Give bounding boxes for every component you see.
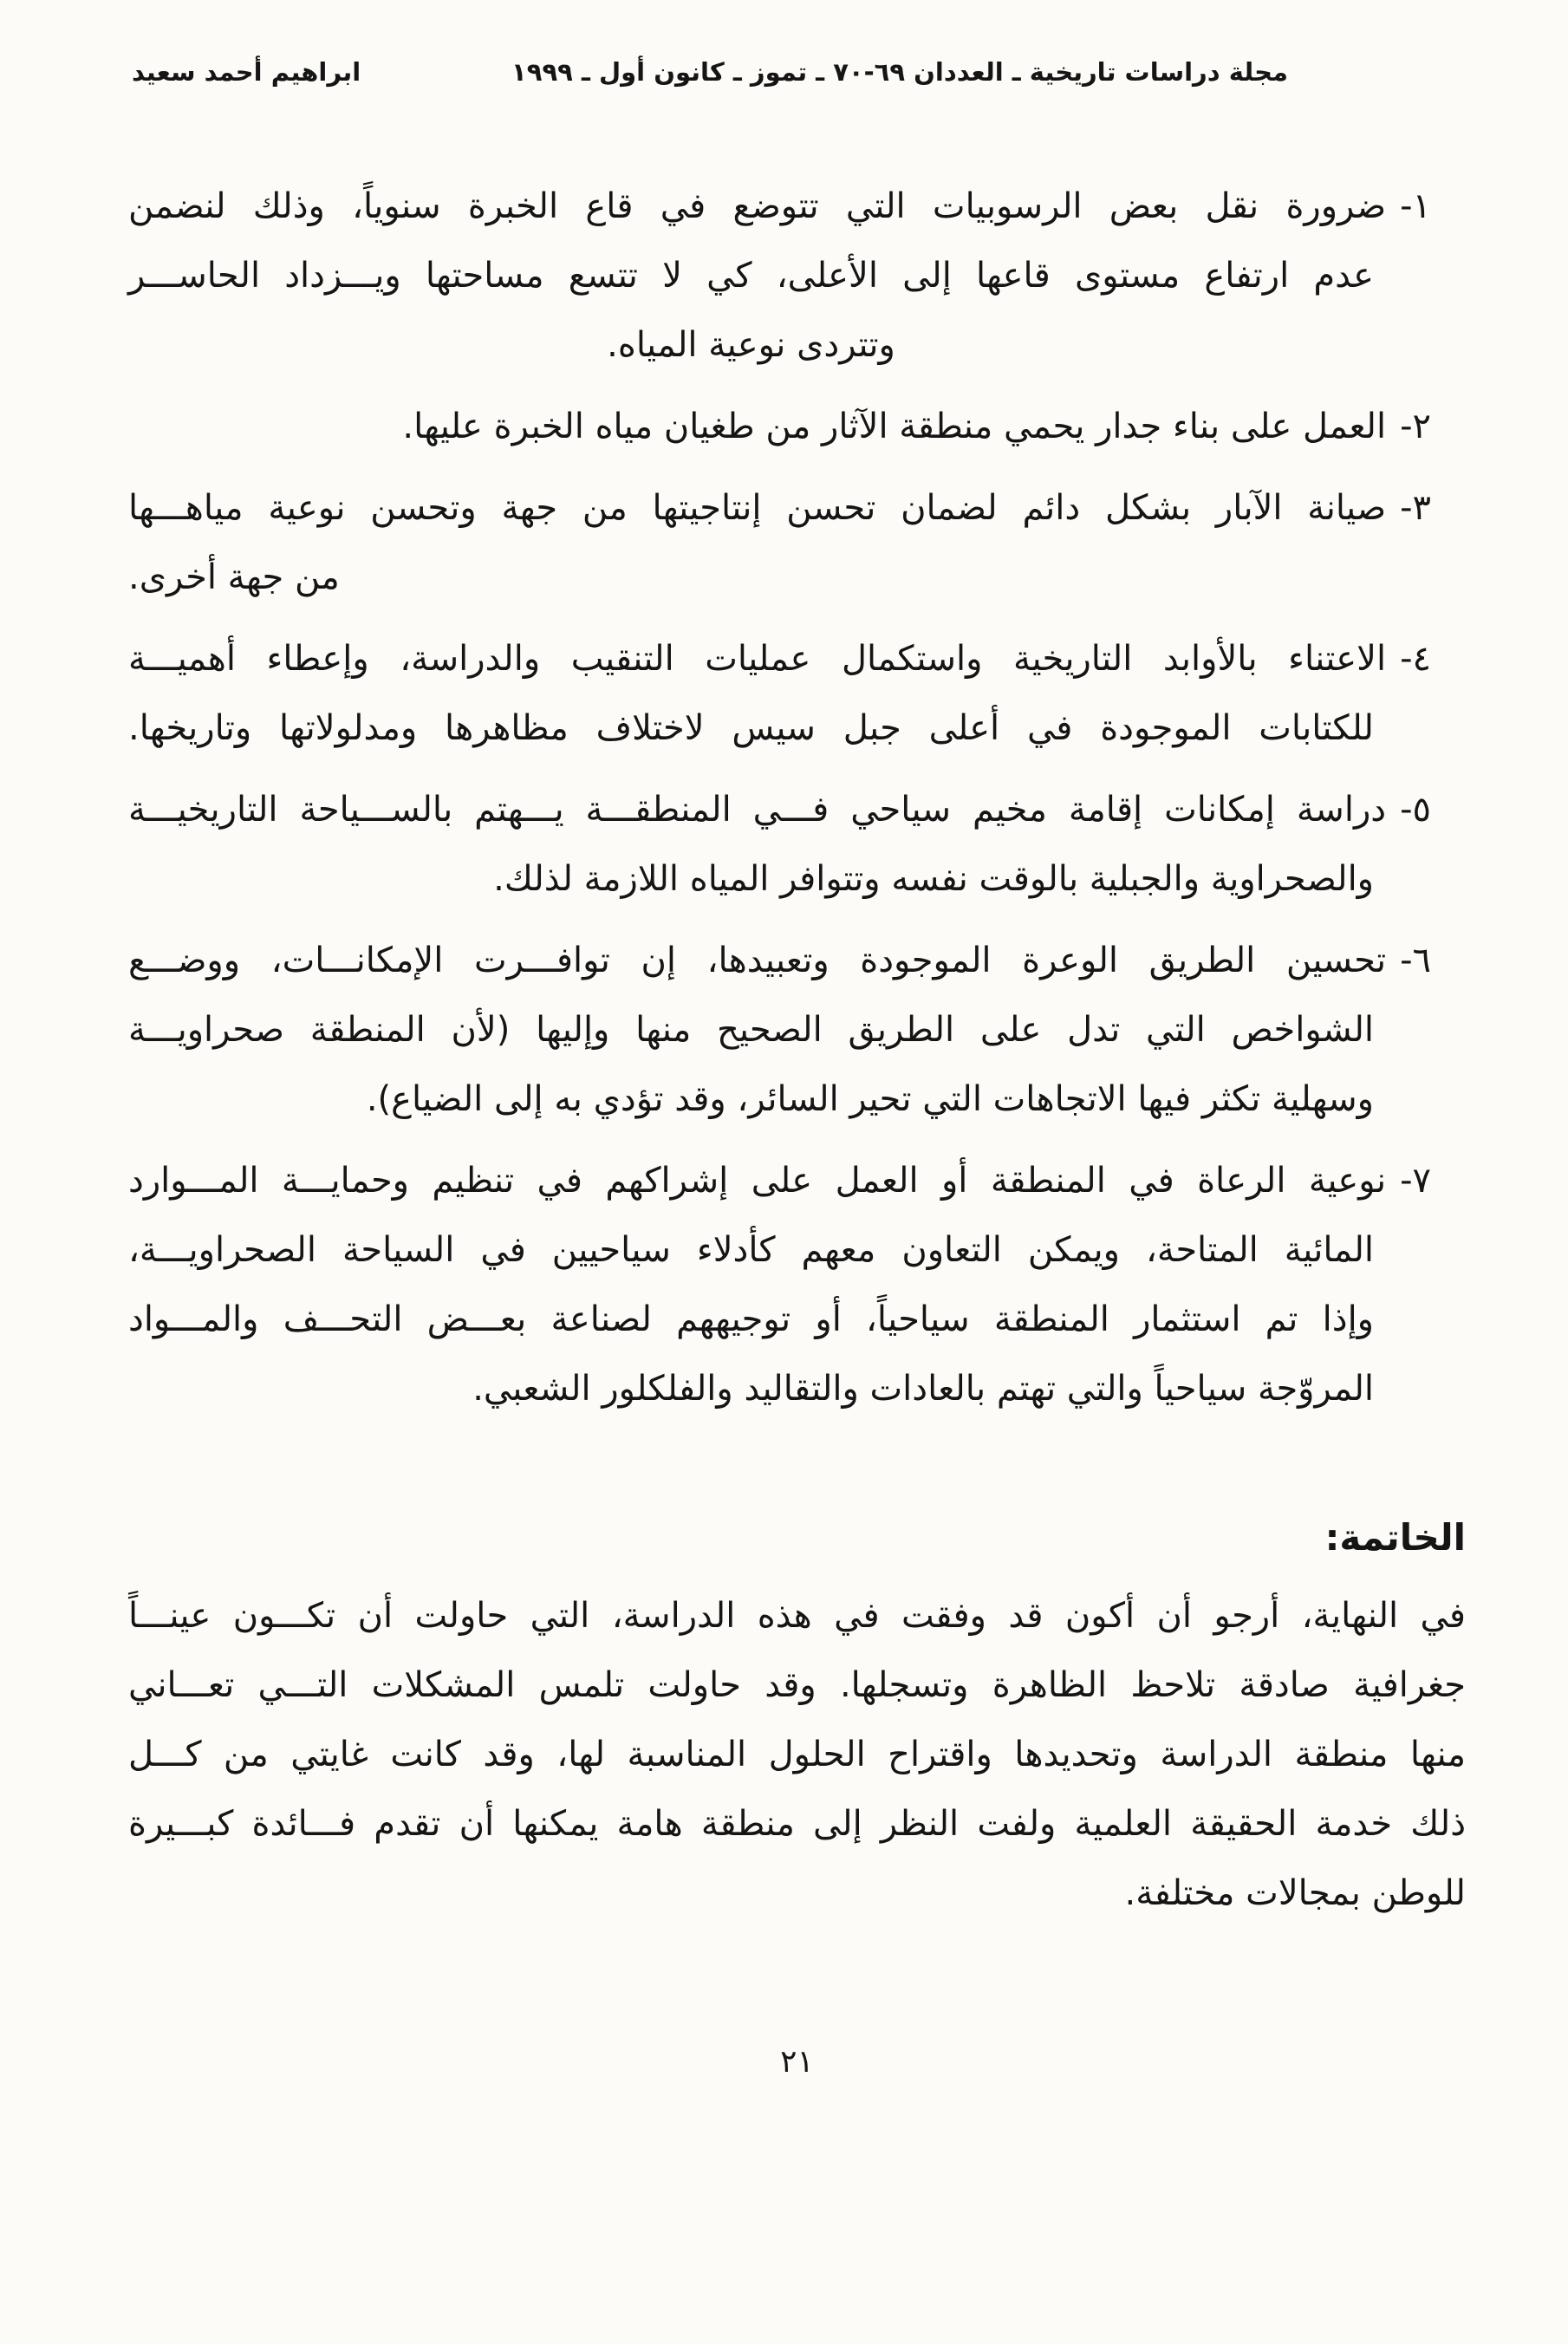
numbered-list xyxy=(128,172,1431,1423)
item-number: ٢- xyxy=(1400,407,1431,446)
item-number: ٣- xyxy=(1400,488,1431,528)
conclusion-paragraph xyxy=(128,1581,1466,1928)
list-item-line: وسهلية تكثر فيها الاتجاهات التي تحير السائر، وقد تؤدي به إلى الضياع). xyxy=(366,1079,1374,1119)
list-item xyxy=(128,775,1431,914)
item-number: ٦- xyxy=(1400,941,1431,980)
list-item-line: عدم ارتفاع مستوى قاعها إلى الأعلى، كي لا تتسع مساحتها ويـــزداد الحاســـر xyxy=(128,256,1374,296)
list-item-line: الشواخص التي تدل على الطريق الصحيح منها وإليها (لأن المنطقة صحراويـــة xyxy=(128,1010,1374,1050)
list-item xyxy=(128,1146,1431,1423)
list-item-line: المروّجة سياحياً والتي تهتم بالعادات والتقاليد والفلكلور الشعبي. xyxy=(472,1369,1374,1409)
list-item-line: وتتردى نوعية المياه. xyxy=(607,325,895,365)
list-item xyxy=(128,473,1431,612)
item-number: ٥- xyxy=(1400,790,1431,830)
list-item-line xyxy=(128,926,1431,995)
conclusion-line: منها منطقة الدراسة وتحديدها واقتراح الحلول المناسبة لها، وقد كانت غايتي من كـــل xyxy=(128,1735,1466,1774)
list-item-line xyxy=(128,1146,1431,1215)
item-text: تحسين الطريق الوعرة الموجودة وتعبيدها، إن توافـــرت الإمكانـــات، ووضـــع xyxy=(128,941,1387,980)
list-item-line: من جهة أخرى. xyxy=(128,557,340,597)
item-text: ضرورة نقل بعض الرسوبيات التي تتوضع في قاع الخبرة سنوياً، وذلك لنضمن xyxy=(128,186,1387,226)
item-text: نوعية الرعاة في المنطقة أو العمل على إشراكهم في تنظيم وحمايـــة المـــوارد xyxy=(128,1161,1387,1201)
list-item-line: وإذا تم استثمار المنطقة سياحياً، أو توجيههم لصناعة بعـــض التحـــف والمـــواد xyxy=(128,1299,1374,1339)
item-text: الاعتناء بالأوابد التاريخية واستكمال عمليات التنقيب والدراسة، وإعطاء أهميـــة xyxy=(128,639,1387,679)
journal-title: مجلة دراسات تاريخية ـ العددان ٦٩-٧٠ ـ تموز ـ كانون أول ـ ١٩٩٩ xyxy=(511,57,1288,87)
conclusion-line: ذلك خدمة الحقيقة العلمية ولفت النظر إلى منطقة هامة يمكنها أن تقدم فـــائدة كبـــيرة xyxy=(128,1804,1466,1844)
list-item-line: للكتابات الموجودة في أعلى جبل سيس لاختلاف مظاهرها ومدلولاتها وتاريخها. xyxy=(128,708,1374,748)
list-item-line: والصحراوية والجبلية بالوقت نفسه وتتوافر المياه اللازمة لذلك. xyxy=(493,859,1374,899)
list-item-line xyxy=(128,624,1431,693)
item-number: ٤- xyxy=(1400,639,1431,679)
list-item xyxy=(128,926,1431,1134)
page-header xyxy=(128,54,1466,90)
conclusion-line: للوطن بمجالات مختلفة. xyxy=(1124,1873,1466,1913)
conclusion-heading: الخاتمة: xyxy=(1324,1516,1466,1559)
item-text: العمل على بناء جدار يحمي منطقة الآثار من طغيان مياه الخبرة عليها. xyxy=(402,407,1387,446)
item-text: صيانة الآبار بشكل دائم لضمان تحسن إنتاجيتها من جهة وتحسن نوعية مياهـــها xyxy=(128,488,1387,528)
conclusion-line: جغرافية صادقة تلاحظ الظاهرة وتسجلها. وقد حاولت تلمس المشكلات التـــي تعـــاني xyxy=(128,1665,1466,1705)
list-item-line xyxy=(128,392,1431,461)
list-item-line xyxy=(128,473,1431,543)
item-text: دراسة إمكانات إقامة مخيم سياحي فـــي المنطقـــة يـــهتم بالســـياحة التاريخيـــة xyxy=(128,790,1387,830)
list-item-line xyxy=(128,775,1431,844)
item-number: ٧- xyxy=(1400,1161,1431,1201)
item-number: ١- xyxy=(1400,186,1431,226)
list-item xyxy=(128,172,1431,380)
list-item-line: المائية المتاحة، ويمكن التعاون معهم كأدلاء سياحيين في السياحة الصحراويـــة، xyxy=(128,1230,1374,1270)
list-item-line xyxy=(128,172,1431,241)
conclusion-line: في النهاية، أرجو أن أكون قد وفقت في هذه الدراسة، التي حاولت أن تكـــون عينـــاً xyxy=(128,1596,1466,1636)
author-name: ابراهيم أحمد سعيد xyxy=(132,57,361,87)
page-number: ٢١ xyxy=(780,2044,814,2080)
list-item xyxy=(128,624,1431,763)
list-item xyxy=(128,392,1431,461)
